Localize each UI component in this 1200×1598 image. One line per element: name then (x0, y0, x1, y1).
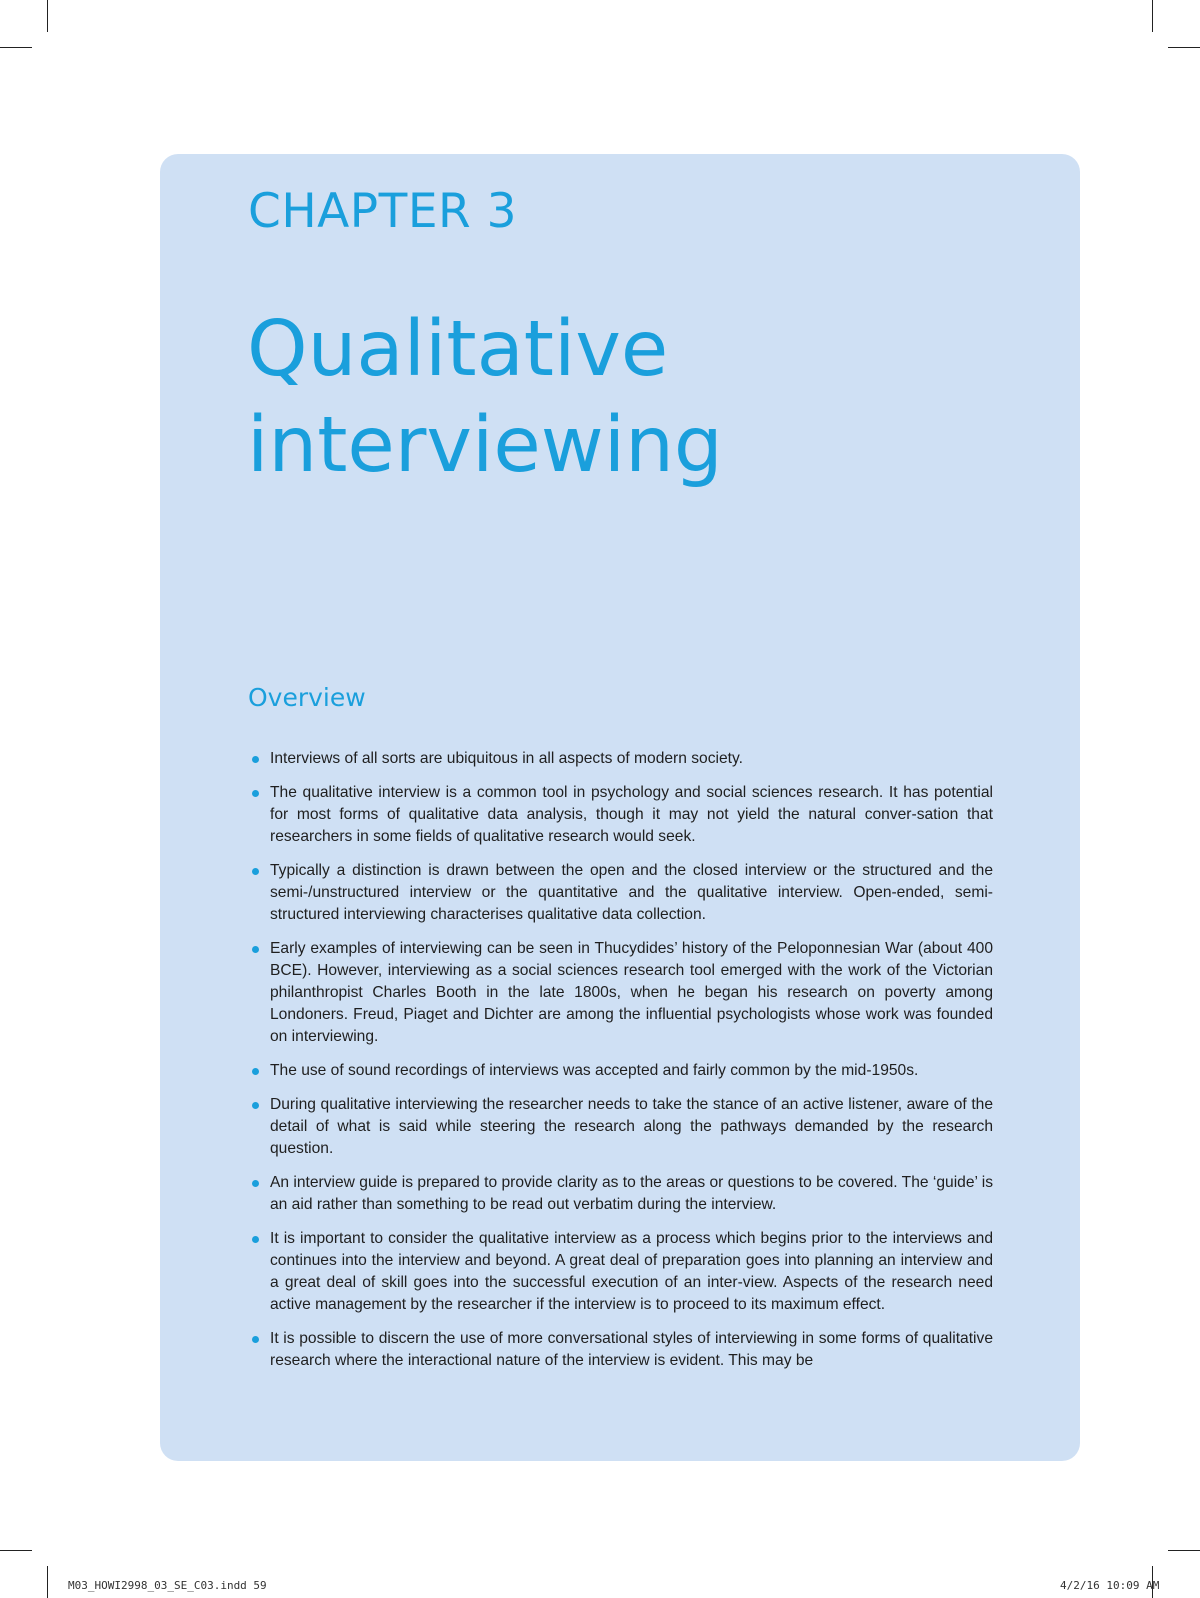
chapter-title: Qualitative interviewing (247, 305, 723, 490)
overview-bullet (248, 1172, 993, 1216)
overview-bullet (248, 1094, 993, 1160)
bullet-dot-icon (252, 790, 259, 797)
crop-mark (0, 47, 32, 48)
bullet-dot-icon (252, 1068, 259, 1075)
overview-bullet-text: It is important to consider the qualitative interview as a process which begins prior to the interviews and continues into the interview and beyond. A great deal of preparation goes into planning an interview and a great deal of skill goes into the successful execution of an inter-view. Aspects of the research need active management by the researcher if the interview is to proceed to its maximum effect. (270, 1230, 993, 1313)
overview-bullet (248, 860, 993, 926)
overview-bullet (248, 782, 993, 848)
overview-bullet-list (248, 748, 993, 1384)
print-slug-timestamp: 4/2/16 10:09 AM (1060, 1579, 1160, 1592)
overview-bullet-text: It is possible to discern the use of more conversational styles of interviewing in some forms of qualitative research where the interactional nature of the interview is evident. This may be (270, 1330, 993, 1369)
crop-mark (1152, 0, 1153, 32)
overview-bullet-text: Interviews of all sorts are ubiquitous in all aspects of modern society. (270, 750, 743, 767)
bullet-dot-icon (252, 946, 259, 953)
overview-bullet-text: The use of sound recordings of interviews was accepted and fairly common by the mid-1950s. (270, 1062, 919, 1079)
crop-mark (47, 0, 48, 32)
bullet-dot-icon (252, 756, 259, 763)
print-slug-filename: M03_HOWI2998_03_SE_C03.indd 59 (68, 1579, 267, 1592)
bullet-dot-icon (252, 868, 259, 875)
crop-mark (1168, 1550, 1200, 1551)
overview-bullet-text: During qualitative interviewing the researcher needs to take the stance of an active listener, aware of the detail of what is said while steering the research along the pathways demanded by the research question. (270, 1096, 993, 1157)
overview-bullet-text: Typically a distinction is drawn between the open and the closed interview or the structured and the semi-/unstructured interview or the quantitative and the qualitative interview. Open-ended, semi-structured interviewing characterises qualitative data collection. (270, 862, 993, 923)
bullet-dot-icon (252, 1102, 259, 1109)
overview-bullet (248, 748, 993, 770)
overview-heading: Overview (248, 683, 366, 712)
bullet-dot-icon (252, 1236, 259, 1243)
bullet-dot-icon (252, 1180, 259, 1187)
bullet-dot-icon (252, 1336, 259, 1343)
overview-bullet-text: The qualitative interview is a common tool in psychology and social sciences research. It has potential for most forms of qualitative data analysis, though it may not yield the natural conver-sation that researchers in some fields of qualitative research would seek. (270, 784, 993, 845)
overview-bullet (248, 1060, 993, 1082)
overview-bullet (248, 1228, 993, 1316)
crop-mark (47, 1566, 48, 1598)
crop-mark (1168, 47, 1200, 48)
crop-mark (0, 1550, 32, 1551)
overview-bullet-text: An interview guide is prepared to provide clarity as to the areas or questions to be covered. The ‘guide’ is an aid rather than something to be read out verbatim during the interview. (270, 1174, 993, 1213)
overview-bullet (248, 938, 993, 1048)
overview-bullet-text: Early examples of interviewing can be seen in Thucydides’ history of the Peloponnesian War (about 400 BCE). However, interviewing as a social sciences research tool emerged with the work of the Victorian philanthropist Charles Booth in the late 1800s, when he began his research on poverty among Londoners. Freud, Piaget and Dichter are among the influential psychologists whose work was founded on interviewing. (270, 940, 993, 1045)
overview-bullet (248, 1328, 993, 1372)
chapter-label: CHAPTER 3 (248, 184, 518, 239)
